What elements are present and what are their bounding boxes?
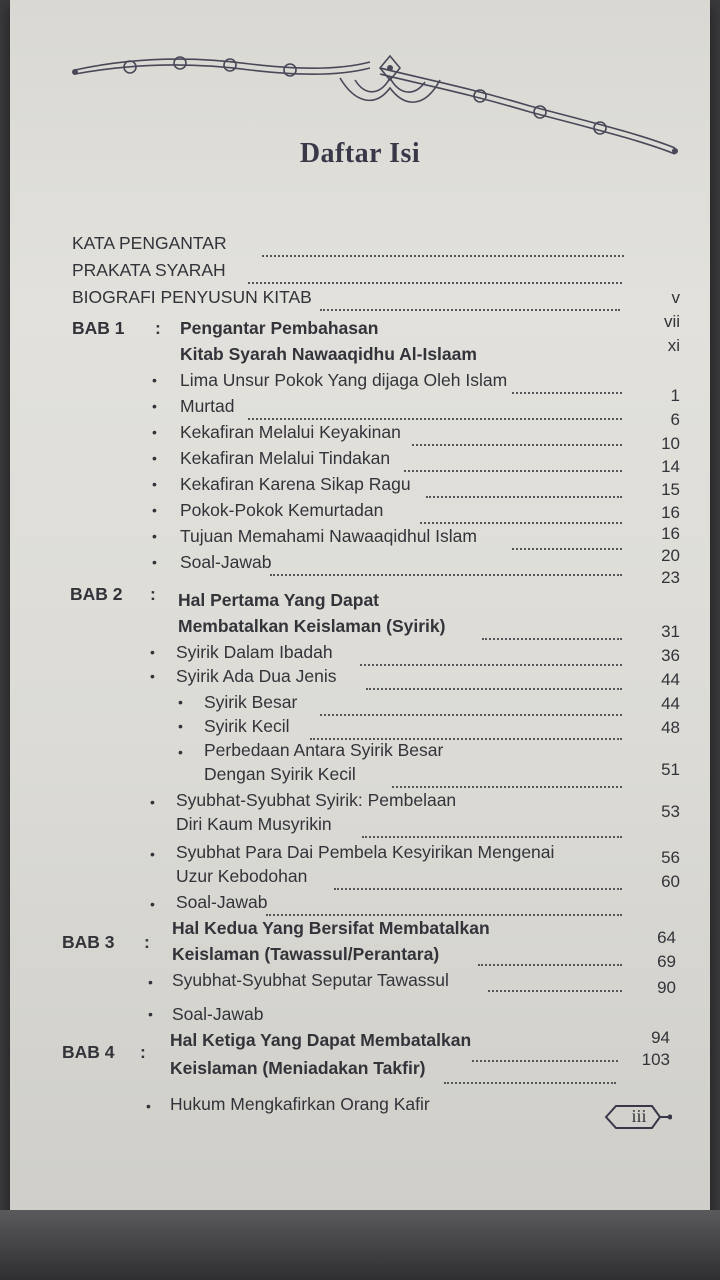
dot-leader xyxy=(488,988,622,992)
dot-leader xyxy=(472,1058,618,1062)
bullet-icon: • xyxy=(152,528,157,544)
page-number: 10 xyxy=(661,434,680,453)
bullet-icon: • xyxy=(178,744,183,760)
page-number: 15 xyxy=(661,480,680,499)
page-number: 90 xyxy=(657,978,676,997)
bullet-icon: • xyxy=(152,502,157,518)
bullet-icon: • xyxy=(178,718,183,734)
page-number: 64 xyxy=(657,928,676,947)
dot-leader xyxy=(320,307,620,311)
page-number: 69 xyxy=(657,952,676,971)
toc-entry: Pokok-Pokok Kemurtadan xyxy=(180,500,384,520)
dot-leader xyxy=(426,494,622,498)
bullet-icon: • xyxy=(150,668,155,684)
page-number: xi xyxy=(667,336,680,355)
chapter-title: Hal Kedua Yang Bersifat Membatalkan xyxy=(172,918,490,938)
chapter-title: Hal Ketiga Yang Dapat Membatalkan xyxy=(170,1030,472,1050)
page-number: 16 xyxy=(661,503,680,522)
chapter-title: Keislaman (Tawassul/Perantara) xyxy=(172,944,440,964)
page-number: 23 xyxy=(661,568,680,587)
toc-entry: Syirik Ada Dua Jenis xyxy=(176,666,337,686)
chapter-title: Hal Pertama Yang Dapat xyxy=(178,590,380,610)
dot-leader xyxy=(270,572,622,576)
page-number: 94 xyxy=(651,1028,670,1047)
bullet-icon: • xyxy=(152,450,157,466)
toc-entry: Dengan Syirik Kecil xyxy=(204,764,356,784)
bullet-icon: • xyxy=(148,974,153,990)
toc-entry: Soal-Jawab xyxy=(172,1004,264,1024)
chapter-title: Keislaman (Meniadakan Takfir) xyxy=(170,1058,426,1078)
toc-entry: Diri Kaum Musyrikin xyxy=(176,814,332,834)
page-number: 14 xyxy=(661,457,680,476)
bullet-icon: • xyxy=(146,1098,151,1114)
toc-entry: Hukum Mengkafirkan Orang Kafir xyxy=(170,1094,430,1114)
toc-entry: Soal-Jawab xyxy=(180,552,272,572)
toc-entry: Syirik Besar xyxy=(204,692,298,712)
toc-entry: Kekafiran Karena Sikap Ragu xyxy=(180,474,411,494)
toc-entry: BIOGRAFI PENYUSUN KITAB xyxy=(72,287,312,307)
page-number: 51 xyxy=(661,760,680,779)
dot-leader xyxy=(478,962,622,966)
page-number: 60 xyxy=(661,872,680,891)
toc-entry: Murtad xyxy=(180,396,235,416)
bullet-icon: • xyxy=(150,794,155,810)
dot-leader xyxy=(412,442,622,446)
bullet-icon: • xyxy=(152,476,157,492)
bullet-icon: • xyxy=(150,846,155,862)
chapter-label: BAB 3 xyxy=(62,932,115,952)
dot-leader xyxy=(482,636,622,640)
page-number: 44 xyxy=(661,670,680,689)
dot-leader xyxy=(334,886,622,890)
dot-leader xyxy=(320,712,622,716)
toc-entry: Syubhat Para Dai Pembela Kesyirikan Mengenai xyxy=(176,842,555,862)
dot-leader xyxy=(262,253,624,257)
chapter-label: BAB 1 xyxy=(72,318,125,338)
page-number: 53 xyxy=(661,802,680,821)
dot-leader xyxy=(362,834,622,838)
toc-entry: Syirik Kecil xyxy=(204,716,290,736)
dot-leader xyxy=(366,686,622,690)
page-number: 36 xyxy=(661,646,680,665)
chapter-colon: : xyxy=(150,584,156,604)
dot-leader xyxy=(360,662,622,666)
chapter-colon: : xyxy=(144,932,150,952)
toc-entry: Lima Unsur Pokok Yang dijaga Oleh Islam xyxy=(180,370,508,390)
toc-entry: Kekafiran Melalui Tindakan xyxy=(180,448,391,468)
toc-entry: Kekafiran Melalui Keyakinan xyxy=(180,422,401,442)
toc-entry: Tujuan Memahami Nawaaqidhul Islam xyxy=(180,526,477,546)
dot-leader xyxy=(512,546,622,550)
folio-number: iii xyxy=(631,1106,647,1126)
toc-entry: Perbedaan Antara Syirik Besar xyxy=(204,740,444,760)
page-number: 6 xyxy=(670,410,680,429)
toc-entry: Uzur Kebodohan xyxy=(176,866,308,886)
bullet-icon: • xyxy=(150,644,155,660)
bullet-icon: • xyxy=(152,554,157,570)
chapter-colon: : xyxy=(155,318,161,338)
dot-leader xyxy=(512,390,622,394)
page-number: 1 xyxy=(670,386,680,405)
chapter-title: Kitab Syarah Nawaaqidhu Al-Islaam xyxy=(180,344,477,364)
toc-entry: Soal-Jawab xyxy=(176,892,268,912)
bullet-icon: • xyxy=(178,694,183,710)
dot-leader xyxy=(248,280,622,284)
page-number: 16 xyxy=(661,524,680,543)
page-number: 56 xyxy=(661,848,680,867)
dot-leader xyxy=(444,1080,616,1084)
page-number: 44 xyxy=(661,694,680,713)
dot-leader xyxy=(404,468,622,472)
page-number: vii xyxy=(663,312,680,331)
page-number: 31 xyxy=(661,622,680,641)
chapter-label: BAB 2 xyxy=(70,584,123,604)
chapter-label: BAB 4 xyxy=(62,1042,115,1062)
toc-entry: Syubhat-Syubhat Syirik: Pembelaan xyxy=(176,790,457,810)
page-number: v xyxy=(671,288,680,307)
bullet-icon: • xyxy=(152,398,157,414)
bullet-icon: • xyxy=(150,896,155,912)
chapter-title: Pengantar Pembahasan xyxy=(180,318,379,338)
bullet-icon: • xyxy=(152,424,157,440)
chapter-colon: : xyxy=(140,1042,146,1062)
chapter-title: Membatalkan Keislaman (Syirik) xyxy=(178,616,446,636)
page-title: Daftar Isi xyxy=(299,138,421,169)
bullet-icon: • xyxy=(152,372,157,388)
page-number: 20 xyxy=(661,546,680,565)
toc-entry: KATA PENGANTAR xyxy=(72,233,227,253)
toc-entry: PRAKATA SYARAH xyxy=(72,260,226,280)
toc-entry: Syubhat-Syubhat Seputar Tawassul xyxy=(172,970,449,990)
page-number: 48 xyxy=(661,718,680,737)
toc-entry: Syirik Dalam Ibadah xyxy=(176,642,333,662)
bullet-icon: • xyxy=(148,1006,153,1022)
page-number: 103 xyxy=(641,1050,670,1069)
